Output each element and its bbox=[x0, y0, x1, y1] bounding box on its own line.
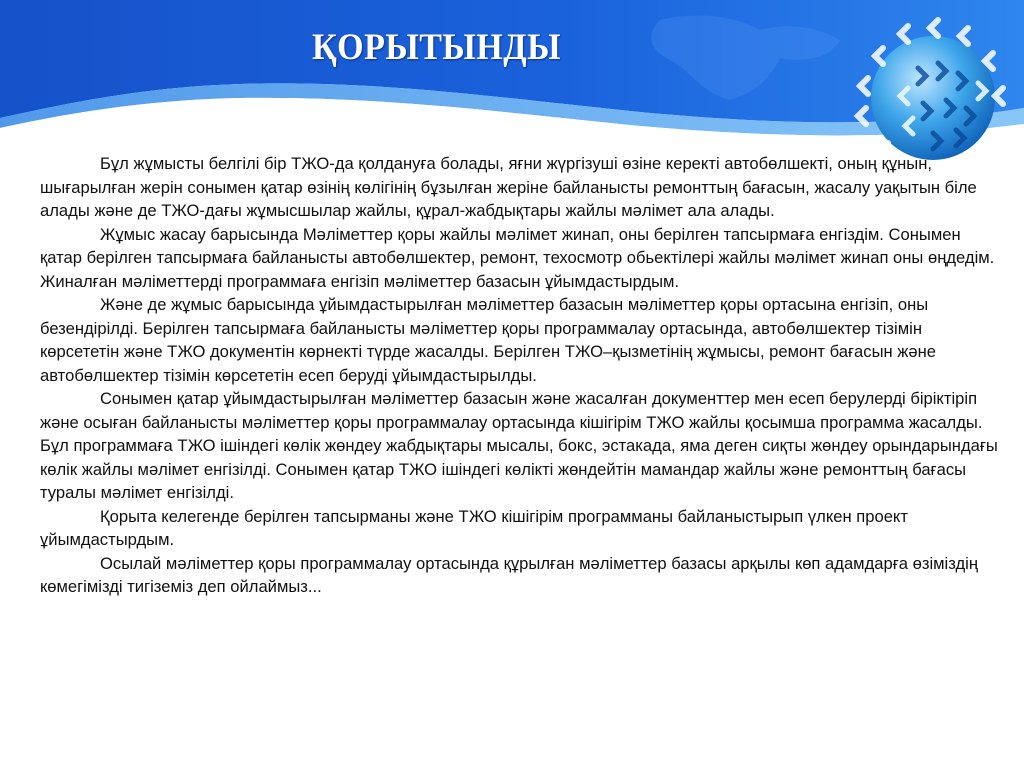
paragraph: Осылай мәліметтер қоры программалау ортасында құрылған мәліметтер базасы арқылы көп адамдарға өзіміздің көмегімізді тигіземіз деп ойлаймыз... bbox=[40, 553, 979, 596]
paragraph: Сонымен қатар ұйымдастырылған мәліметтер базасын және жасалған документтер мен есеп берулерді біріктіріп және осыған байланысты мәліметтер қоры программалау ортасында кішігірім ТЖО жайлы қосымша программа жасалды. Бұл программаға ТЖО ішіндегі көлік жөндеу жабдықтары мысалы, бокс, эстакада, яма деген сиқты жөндеу орындарындағы көлік жайлы мәлімет енгізілді. Сонымен қатар ТЖО ішіндегі көлікті жөндейтін мамандар жайлы және ремонттың бағасы туралы мәлімет енгізілді. bbox=[40, 389, 998, 502]
slide-body bbox=[40, 152, 1000, 599]
paragraph: Және де жұмыс барысында ұйымдастырылған мәліметтер базасын мәліметтер қоры ортасына енгізіп, оны безендірілді. Берілген тапсырмаға байланысты мәліметтер қоры программалау ортасында, автобөлшектер тізімін көрсететін және ТЖО документін көрнекті түрде жасалды. Берілген ТЖО–қызметінің жұмысы, ремонт бағасын және автобөлшектер тізімін көрсететін есеп беруді ұйымдастырылды. bbox=[40, 295, 936, 385]
paragraph: Жұмыс жасау барысында Мәліметтер қоры жайлы мәлімет жинап, оны берілген тапсырмаға енгіздім. Сонымен қатар берілген тапсырмаға байланысты автобөлшектер, ремонт, техосмотр обьектілері жайлы мәлімет жинап оны өңдедім. Жиналған мәліметтерді программаға енгізіп мәліметтер базасын ұйымдастырдым. bbox=[40, 224, 995, 291]
slide-title: ҚОРЫТЫНДЫ bbox=[312, 27, 561, 68]
paragraph: Қорыта келегенде берілген тапсырманы және ТЖО кішігірім программаны байланыстырып үлкен проект ұйымдастырдым. bbox=[40, 506, 908, 549]
paragraph: Бұл жұмысты белгілі бір ТЖО-да қолдануға болады, яғни жүргізуші өзіне керекті автобөлшекті, оның құнын, шығарылған жерін сонымен қатар өзінің көлігінің бұзылған жеріне байланысты ремонттың бағасын, жасалу уақытын біле алады және де ТЖО-дағы жұмысшылар жайлы, құрал-жабдықтары жайлы мәлімет ала алады. bbox=[40, 154, 977, 220]
